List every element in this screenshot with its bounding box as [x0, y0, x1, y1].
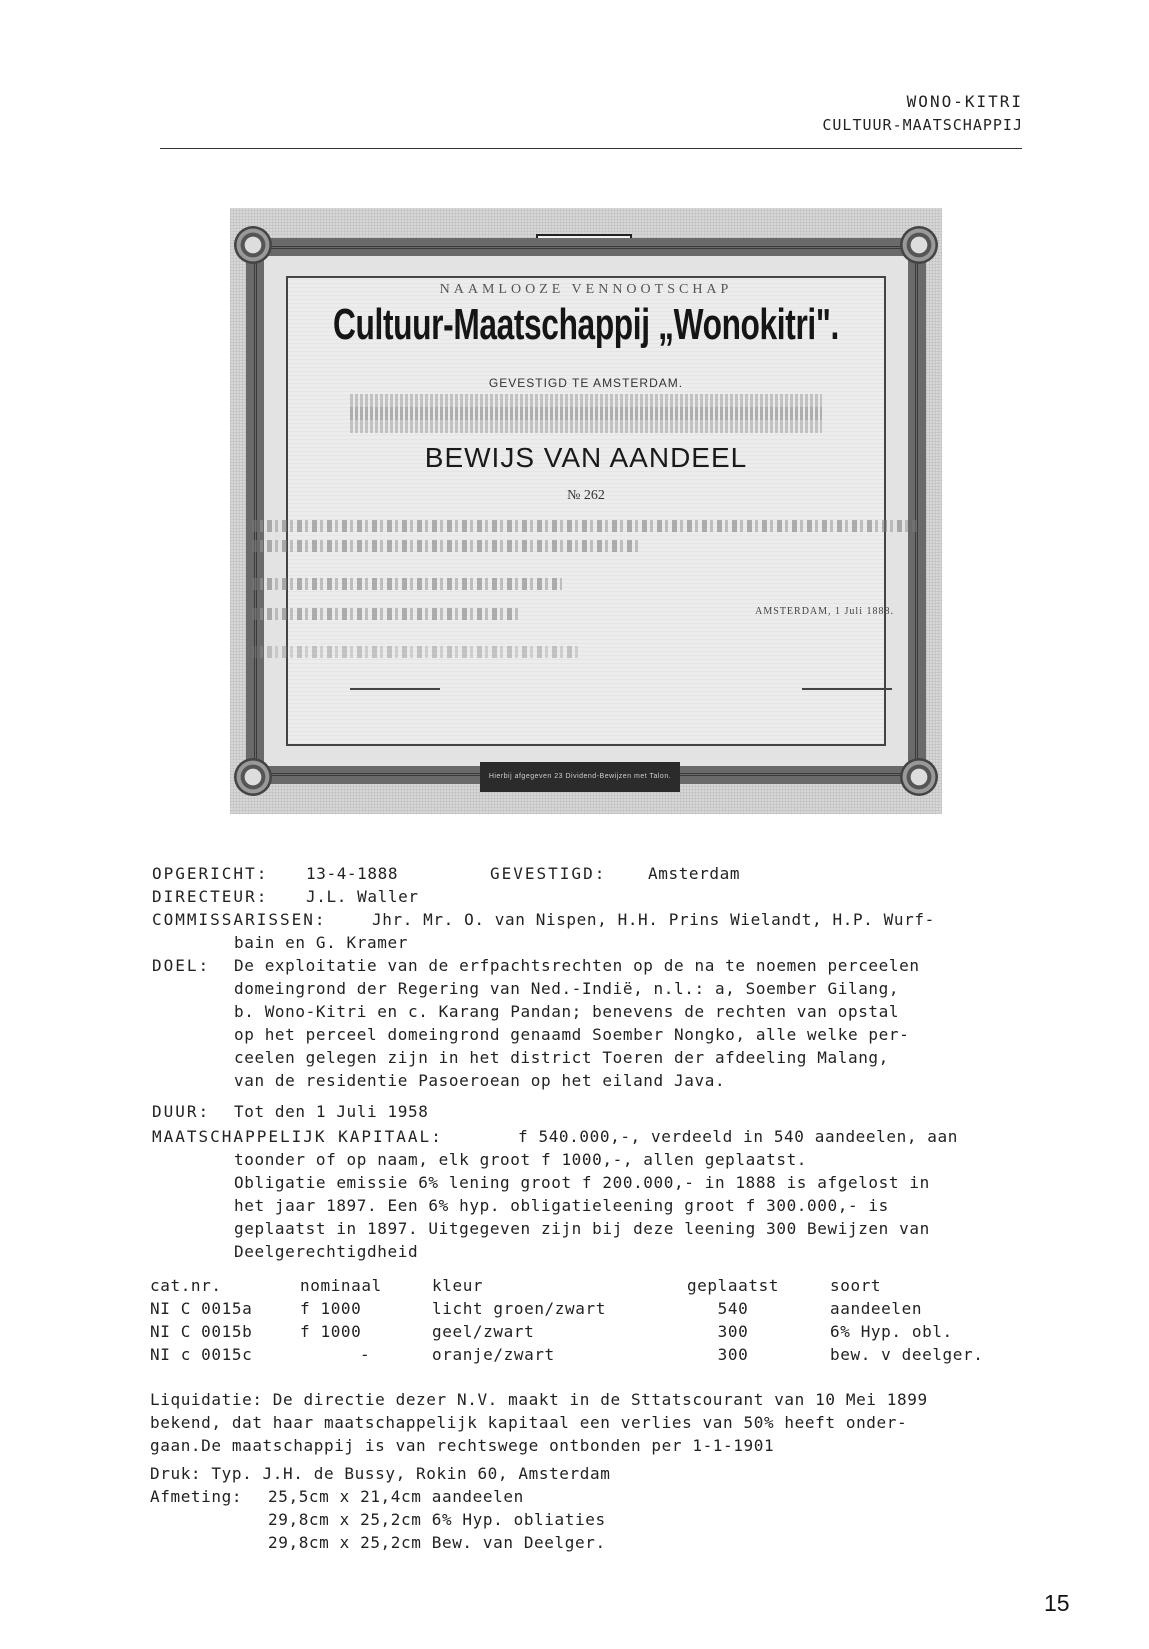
table-cell: f 1000 [300, 1299, 362, 1318]
table-cell: oranje/zwart [432, 1345, 555, 1364]
doel-label: DOEL: [152, 956, 211, 975]
doel-line: b. Wono-Kitri en c. Karang Pandan; benevens de rechten van opstal [234, 1002, 900, 1021]
afmeting-line: 29,8cm x 25,2cm 6% Hyp. obliaties [268, 1510, 606, 1529]
table-header: soort [830, 1276, 882, 1295]
table-cell: 540 [717, 1299, 749, 1318]
commissarissen-label: COMMISSARISSEN: [152, 910, 327, 929]
doel-line: van de residentie Pasoeroean op het eiland Java. [234, 1071, 726, 1090]
running-header-subtitle: CULTUUR-MAATSCHAPPIJ [822, 116, 1023, 134]
corner-ornament [234, 226, 272, 264]
certificate-script-line [252, 520, 920, 532]
corner-ornament [900, 226, 938, 264]
corner-ornament [900, 758, 938, 796]
table-cell: geel/zwart [432, 1322, 535, 1341]
table-cell: NI C 0015b [150, 1322, 253, 1341]
certificate-date: AMSTERDAM, 1 Juli 1888. [755, 606, 894, 617]
table-cell: licht groen/zwart [432, 1299, 606, 1318]
duur-label: DUUR: [152, 1102, 211, 1121]
commissarissen-line: Jhr. Mr. O. van Nispen, H.H. Prins Wielandt, H.P. Wurf- [372, 910, 935, 929]
table-cell: NI c 0015c [150, 1345, 253, 1364]
commissarissen-line: bain en G. Kramer [234, 933, 408, 952]
page-number: 15 [1044, 1590, 1070, 1616]
table-cell: 300 [717, 1322, 749, 1341]
afmeting-line: 29,8cm x 25,2cm Bew. van Deelger. [268, 1533, 606, 1552]
table-cell: aandeelen [830, 1299, 923, 1318]
table-cell: f 1000 [300, 1322, 362, 1341]
directeur-value: J.L. Waller [306, 887, 419, 906]
certificate-coupon-bar: Hierbij afgegeven 23 Dividend-Bewijzen met Talon. [480, 762, 680, 792]
table-header: geplaatst [686, 1276, 780, 1295]
signature-line [350, 688, 440, 690]
kapitaal-line: het jaar 1897. Een 6% hyp. obligatieleening groot f 300.000,- is [234, 1196, 889, 1215]
table-header: nominaal [300, 1276, 382, 1295]
certificate-title: BEWIJS VAN AANDEEL [424, 442, 748, 473]
opgericht-value: 13-4-1888 [306, 864, 399, 883]
table-cell: 300 [717, 1345, 749, 1364]
liquidatie-line: Liquidatie: De directie dezer N.V. maakt in de Sttatscourant van 10 Mei 1899 [150, 1390, 928, 1409]
directeur-label: DIRECTEUR: [152, 887, 269, 906]
liquidatie-line: gaan.De maatschappij is van rechtswege ontbonden per 1-1-1901 [150, 1436, 775, 1455]
duur-value: Tot den 1 Juli 1958 [234, 1102, 429, 1121]
afmeting-line: 25,5cm x 21,4cm aandeelen [268, 1487, 524, 1506]
certificate-script-line [252, 646, 582, 658]
share-certificate-image [230, 208, 942, 814]
signature-line [802, 688, 892, 690]
druk-line: Druk: Typ. J.H. de Bussy, Rokin 60, Amsterdam [150, 1464, 611, 1483]
doel-line: op het perceel domeingrond genaamd Soember Nongko, alle welke per- [234, 1025, 910, 1044]
certificate-seat: GEVESTIGD TE AMSTERDAM. [488, 376, 684, 390]
certificate-script-line [252, 578, 562, 590]
certificate-script-line [252, 540, 642, 552]
header-rule [160, 148, 1022, 149]
doel-line: De exploitatie van de erfpachtsrechten op de na te noemen perceelen [234, 956, 920, 975]
certificate-fine-print [350, 407, 822, 433]
table-header: kleur [432, 1276, 484, 1295]
kapitaal-line: toonder of op naam, elk groot f 1000,-, allen geplaatst. [234, 1150, 808, 1169]
certificate-script-line [252, 608, 522, 620]
liquidatie-line: bekend, dat haar maatschappelijk kapitaal een verlies van 50% heeft onder- [150, 1413, 908, 1432]
table-cell: bew. v deelger. [830, 1345, 984, 1364]
certificate-number: № 262 [567, 488, 605, 503]
opgericht-label: OPGERICHT: [152, 864, 269, 883]
gevestigd-label: GEVESTIGD: [490, 864, 607, 883]
table-cell: - [360, 1345, 371, 1364]
table-cell: 6% Hyp. obl. [830, 1322, 953, 1341]
kapitaal-line: geplaatst in 1897. Uitgegeven zijn bij deze leening 300 Bewijzen van [234, 1219, 930, 1238]
certificate-nv: NAAMLOOZE VENNOOTSCHAP [439, 282, 733, 297]
kapitaal-line: f 540.000,-, verdeeld in 540 aandeelen, aan [518, 1127, 959, 1146]
kapitaal-line: Obligatie emissie 6% lening groot f 200.000,- in 1888 is afgelost in [234, 1173, 930, 1192]
certificate-company-name: Cultuur-Maatschappij „Wonokitri". [333, 300, 839, 349]
table-cell: NI C 0015a [150, 1299, 253, 1318]
doel-line: ceelen gelegen zijn in het district Toeren der afdeeling Malang, [234, 1048, 889, 1067]
gevestigd-value: Amsterdam [648, 864, 741, 883]
corner-ornament [234, 758, 272, 796]
table-header: cat.nr. [150, 1276, 222, 1295]
afmeting-label: Afmeting: [150, 1487, 243, 1506]
kapitaal-line: Deelgerechtigdheid [234, 1242, 419, 1261]
doel-line: domeingrond der Regering van Ned.-Indië, n.l.: a, Soember Gilang, [234, 979, 900, 998]
kapitaal-label: MAATSCHAPPELIJK KAPITAAL: [152, 1127, 443, 1146]
running-header-title: WONO-KITRI [906, 92, 1023, 111]
